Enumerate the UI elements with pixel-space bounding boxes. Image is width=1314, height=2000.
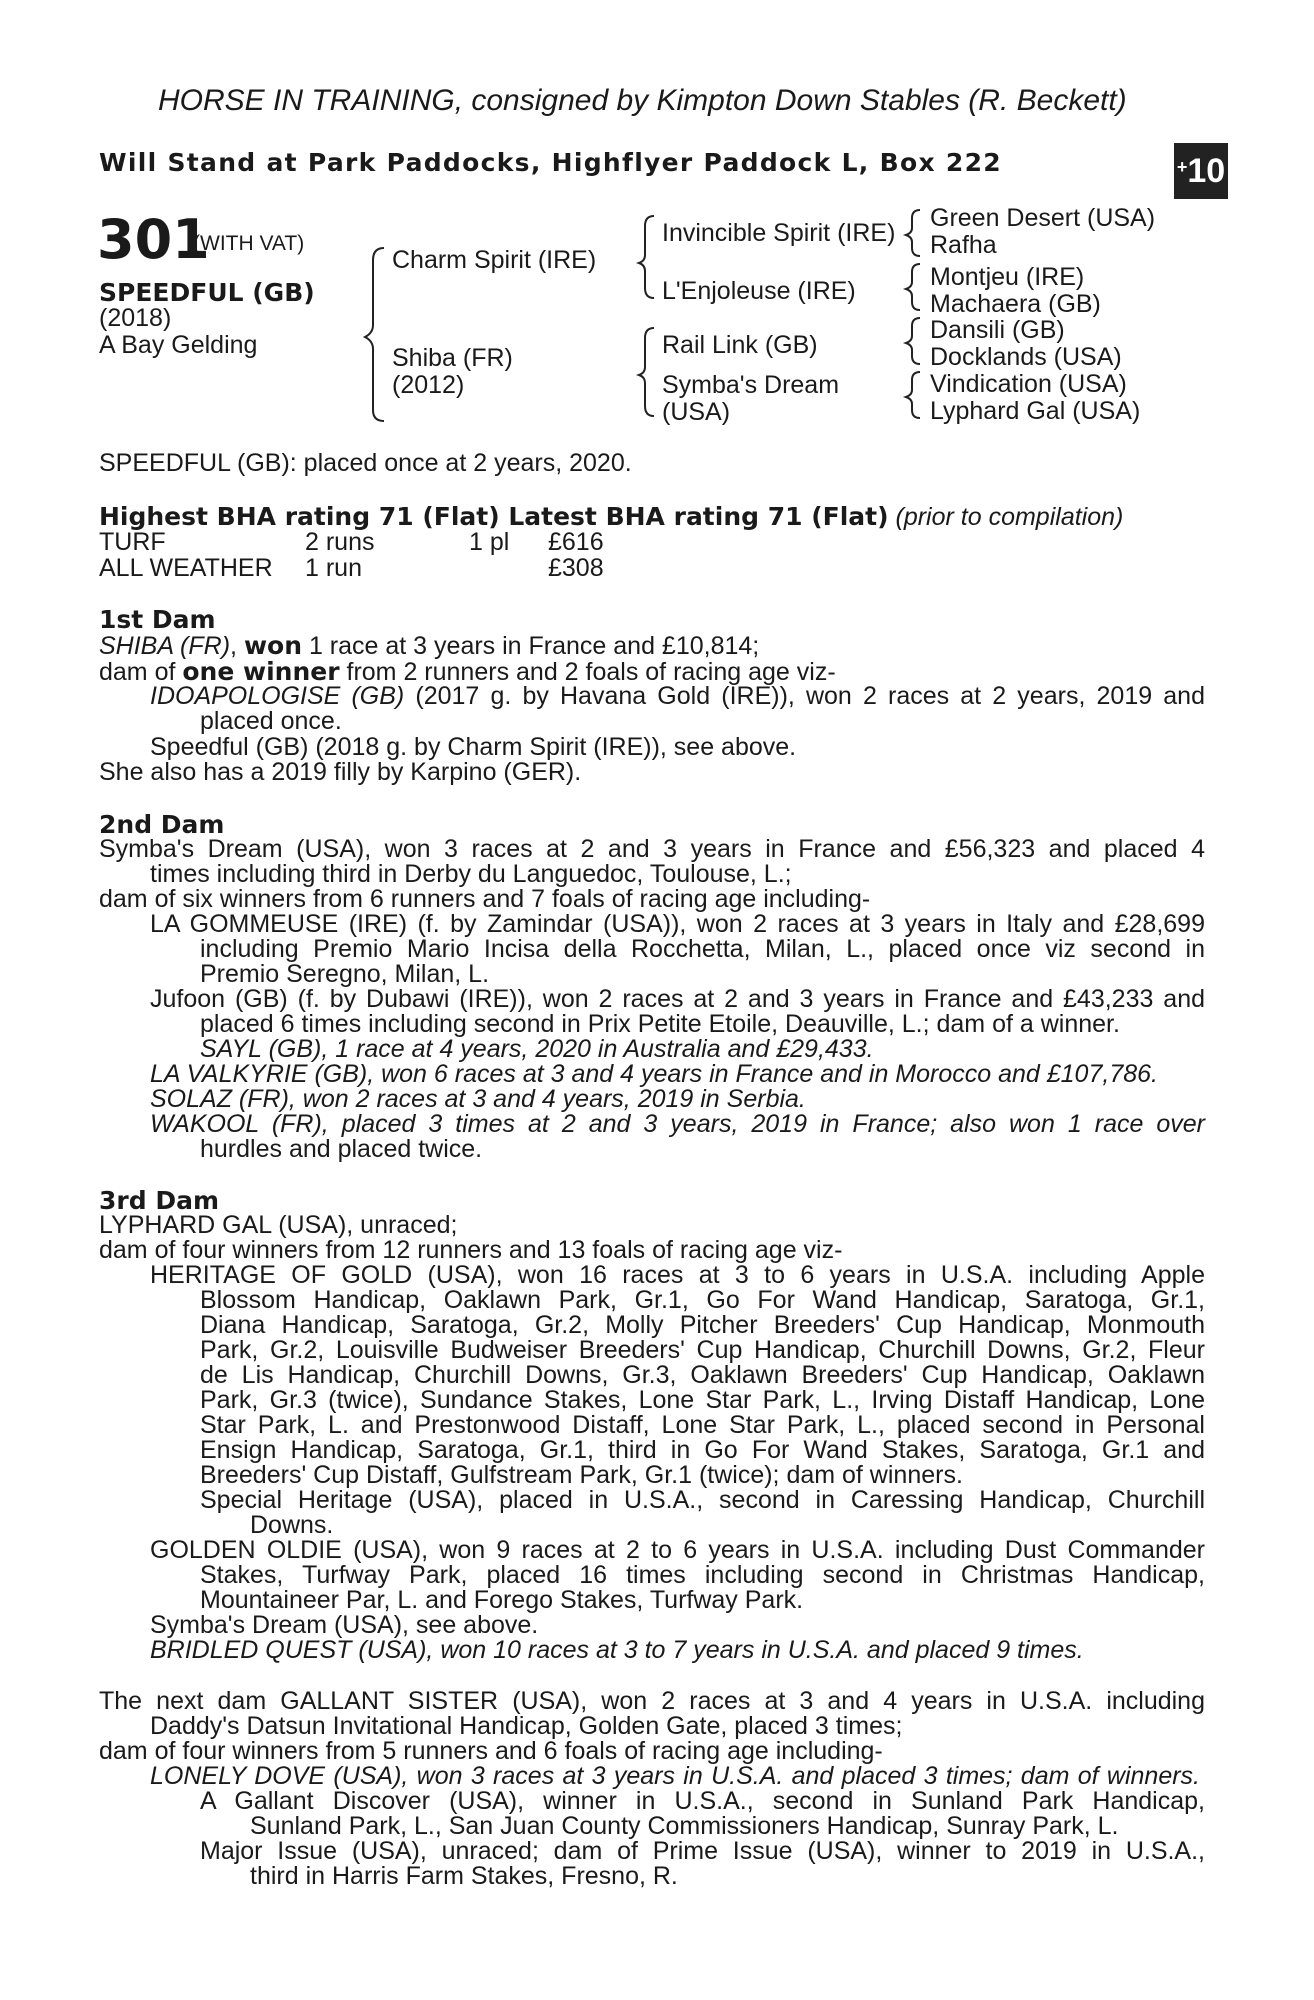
dam2-line: Symba's Dream (USA), won 3 races at 2 and 3 years in France and £56,323 and placed 4	[99, 835, 1205, 863]
stand-location: Will Stand at Park Paddocks, Highflyer Paddock L, Box 222	[99, 148, 1002, 177]
record-surface: TURF	[99, 528, 166, 556]
record-money: £308	[548, 554, 604, 582]
dam1-heading: 1st Dam	[99, 605, 216, 634]
lot-number: 301	[97, 208, 210, 271]
race-summary: SPEEDFUL (GB): placed once at 2 years, 2020.	[99, 449, 632, 477]
nextdam-line: Sunland Park, L., San Juan County Commissioners Handicap, Sunray Park, L.	[250, 1812, 1119, 1840]
dam3-line: dam of four winners from 12 runners and 13 foals of racing age viz-	[99, 1236, 843, 1264]
pedigree-ggd3: Docklands (USA)	[930, 343, 1122, 371]
dam3-line: Park, Gr.3 (twice), Sundance Stakes, Lone Star Park, L., Irving Distaff Handicap, Lone	[200, 1386, 1205, 1414]
dam2-line: hurdles and placed twice.	[200, 1135, 483, 1163]
pedigree-ggs2: Montjeu (IRE)	[930, 263, 1085, 291]
horse-name: SPEEDFUL (GB)	[99, 278, 315, 307]
pedigree-dam: Shiba (FR)	[392, 344, 513, 372]
dam3-line: Ensign Handicap, Saratoga, Gr.1, third in Go For Wand Stakes, Saratoga, Gr.1 and	[200, 1436, 1205, 1464]
dam3-line: Special Heritage (USA), placed in U.S.A., second in Caressing Handicap, Churchill	[200, 1486, 1205, 1514]
dam1-line: placed once.	[200, 707, 342, 735]
badge-plus: +	[1176, 157, 1188, 177]
nextdam-line: dam of four winners from 5 runners and 6 foals of racing age including-	[99, 1737, 883, 1765]
record-surface: ALL WEATHER	[99, 554, 273, 582]
dam1-line: SHIBA (FR), won 1 race at 3 years in France and £10,814;	[99, 631, 760, 660]
dam3-line: GOLDEN OLDIE (USA), won 9 races at 2 to 6 years in U.S.A. including Dust Commander	[150, 1536, 1205, 1564]
dam3-line: Park, Gr.2, Louisville Budweiser Breeders' Cup Handicap, Churchill Downs, Gr.2, Fleur	[200, 1336, 1205, 1364]
record-runs: 2 runs	[305, 528, 375, 556]
dam3-line: HERITAGE OF GOLD (USA), won 16 races at 3 to 6 years in U.S.A. including Apple	[150, 1261, 1205, 1289]
record-money: £616	[548, 528, 604, 556]
dam3-line: Star Park, L. and Prestonwood Distaff, Lone Star Park, L., placed second in Personal	[200, 1411, 1205, 1439]
dam3-line: Stakes, Turfway Park, placed 16 times including second in Christmas Handicap,	[200, 1561, 1205, 1589]
pedigree-sire-sire: Invincible Spirit (IRE)	[662, 219, 896, 247]
pedigree-ggd2: Machaera (GB)	[930, 290, 1101, 318]
nextdam-line: Major Issue (USA), unraced; dam of Prime Issue (USA), winner to 2019 in U.S.A.,	[200, 1837, 1205, 1865]
dam3-line: de Lis Handicap, Churchill Downs, Gr.3, Oaklawn Breeders' Cup Handicap, Oaklawn	[200, 1361, 1205, 1389]
record-placed: 1 pl	[469, 528, 510, 556]
dam3-line: Symba's Dream (USA), see above.	[150, 1611, 539, 1639]
dam3-line: Blossom Handicap, Oaklawn Park, Gr.1, Go For Wand Handicap, Saratoga, Gr.1,	[200, 1286, 1205, 1314]
dam2-line: LA GOMMEUSE (IRE) (f. by Zamindar (USA)), won 2 races at 3 years in Italy and £28,699	[150, 910, 1205, 938]
dam2-line: including Premio Mario Incisa della Rocchetta, Milan, L., placed once viz second in	[200, 935, 1205, 963]
bha-rating-text: Highest BHA rating 71 (Flat) Latest BHA rating 71 (Flat)	[99, 502, 889, 531]
dam2-line: Premio Seregno, Milan, L.	[200, 960, 490, 988]
bha-rating-note: (prior to compilation)	[895, 503, 1124, 531]
dam3-line: Mountaineer Par, L. and Forego Stakes, Turfway Park.	[200, 1586, 804, 1614]
pedigree-dam-dam-country: (USA)	[662, 398, 731, 426]
nextdam-line: A Gallant Discover (USA), winner in U.S.A., second in Sunland Park Handicap,	[200, 1787, 1205, 1815]
pedigree-ggs4: Vindication (USA)	[930, 370, 1127, 398]
page-title: HORSE IN TRAINING, consigned by Kimpton Down Stables (R. Beckett)	[158, 84, 1127, 117]
dam2-line: SOLAZ (FR), won 2 races at 3 and 4 years, 2019 in Serbia.	[150, 1085, 806, 1113]
dam3-line: LYPHARD GAL (USA), unraced;	[99, 1211, 458, 1239]
nextdam-line: third in Harris Farm Stakes, Fresno, R.	[250, 1862, 678, 1890]
dam2-line: WAKOOL (FR), placed 3 times at 2 and 3 years, 2019 in France; also won 1 race over	[150, 1110, 1205, 1138]
dam2-line: dam of six winners from 6 runners and 7 foals of racing age including-	[99, 885, 871, 913]
dam1-line: dam of one winner from 2 runners and 2 foals of racing age viz-	[99, 657, 836, 686]
pedigree-ggs1: Green Desert (USA)	[930, 204, 1156, 232]
dam3-line: BRIDLED QUEST (USA), won 10 races at 3 to 7 years in U.S.A. and placed 9 times.	[150, 1636, 1084, 1664]
record-runs: 1 run	[305, 554, 362, 582]
pedigree-ggs3: Dansili (GB)	[930, 316, 1065, 344]
dam1-line: IDOAPOLOGISE (GB) (2017 g. by Havana Gold (IRE)), won 2 races at 2 years, 2019 and	[150, 682, 1205, 710]
vat-note: (WITH VAT)	[193, 232, 305, 255]
pedigree-dam-year: (2012)	[392, 371, 465, 399]
dam1-line: She also has a 2019 filly by Karpino (GER).	[99, 758, 582, 786]
badge-number: 10	[1187, 152, 1226, 190]
dam2-line: placed 6 times including second in Prix Petite Etoile, Deauville, L.; dam of a winner.	[200, 1010, 1120, 1038]
horse-year: (2018)	[99, 304, 172, 332]
bha-rating	[99, 504, 1123, 531]
dam3-heading: 3rd Dam	[99, 1186, 219, 1215]
dam2-line: SAYL (GB), 1 race at 4 years, 2020 in Australia and £29,433.	[200, 1035, 874, 1063]
dam2-line: times including third in Derby du Languedoc, Toulouse, L.;	[150, 860, 792, 888]
pedigree-dam-sire: Rail Link (GB)	[662, 331, 818, 359]
dam3-line: Downs.	[250, 1511, 334, 1539]
nextdam-line: LONELY DOVE (USA), won 3 races at 3 years in U.S.A. and placed 3 times; dam of winners.	[150, 1762, 1200, 1790]
dam3-line: Diana Handicap, Saratoga, Gr.2, Molly Pitcher Breeders' Cup Handicap, Monmouth	[200, 1311, 1205, 1339]
pedigree-dam-dam: Symba's Dream	[662, 371, 840, 399]
horse-description: A Bay Gelding	[99, 331, 258, 359]
pedigree-sire: Charm Spirit (IRE)	[392, 246, 597, 274]
pedigree-ggd4: Lyphard Gal (USA)	[930, 397, 1141, 425]
dam2-heading: 2nd Dam	[99, 810, 225, 839]
nextdam-line: The next dam GALLANT SISTER (USA), won 2 races at 3 and 4 years in U.S.A. including	[99, 1687, 1205, 1715]
dam1-line: Speedful (GB) (2018 g. by Charm Spirit (IRE)), see above.	[150, 733, 797, 761]
dam2-line: Jufoon (GB) (f. by Dubawi (IRE)), won 2 races at 2 and 3 years in France and £43,233 and	[150, 985, 1205, 1013]
pedigree-ggd1: Rafha	[930, 231, 997, 259]
dam2-line: LA VALKYRIE (GB), won 6 races at 3 and 4 years in France and in Morocco and £107,786.	[150, 1060, 1158, 1088]
dam3-line: Breeders' Cup Distaff, Gulfstream Park, Gr.1 (twice); dam of winners.	[200, 1461, 963, 1489]
nextdam-line: Daddy's Datsun Invitational Handicap, Golden Gate, placed 3 times;	[150, 1712, 903, 1740]
pedigree-sire-dam: L'Enjoleuse (IRE)	[662, 277, 856, 305]
